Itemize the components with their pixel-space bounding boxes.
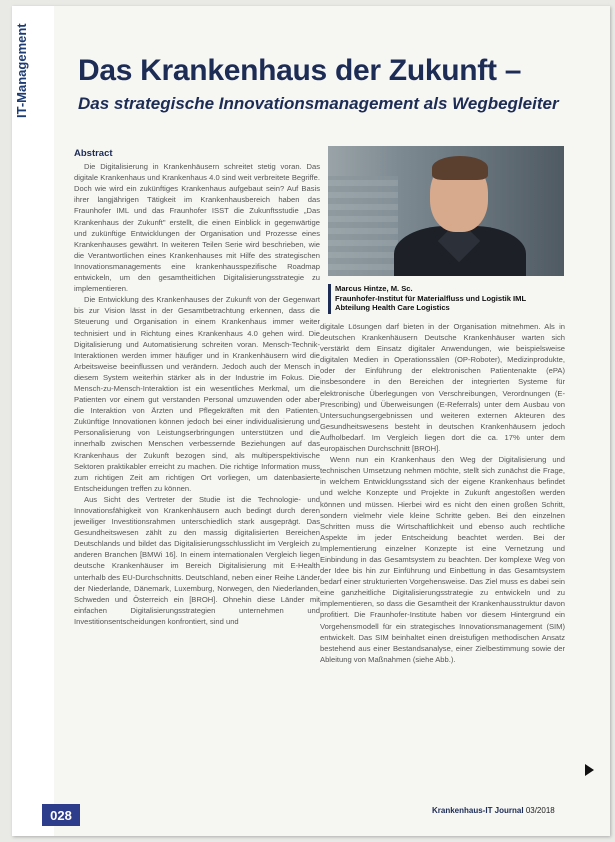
abstract-heading: Abstract — [74, 148, 113, 159]
paragraph: Die Digitalisierung in Krankenhäusern schreitet stetig voran. Das digitale Krankenhaus und Krankenhaus 4.0 sind weit verbreitete Begriffe. Doch wie wird ein zukünftiges Krankenhaus aufgebaut sein? Auf Basis ihrer langjährigen Tätigkeit im Krankenhausbereich haben das Fraunhofer IML und das Fraunhofer ISST die Zukunftsstudie „Das Krankenhaus der Zukunft" erstellt, die einen Einblick in gegenwärtige und zukünftige Entwicklungen der Organisation und Prozesse eines Krankenhauses gewährt. In weiteren Teilen Serie wird beschrieben, wie die Verantwortlichen eines Krankenhauses mit Hilfe des strategischen Innovationsmanagements eine krankenhausspezifische Roadmap entwickeln, um den gesamtheitlichen Digitalisierungsstrategie zu implementieren. — [74, 162, 320, 294]
left-text-column — [74, 148, 320, 627]
article-subtitle: Das strategische Innovationsmanagement als Wegbegleiter — [78, 94, 559, 113]
author-name: Marcus Hintze, M. Sc. — [335, 284, 413, 293]
paragraph: digitale Lösungen darf bieten in der Organisation mitnehmen. Als in deutschen Krankenhäusern Deutsche Krankenhäuser warten sich verstärkt dem Einsatz digitaler Anwendungen, wie beispielsweise digitalen Medien in Operationssälen (OP-Roboter), Medizinprodukte, oder der Einführung der elektronischen Patientenakte (ePA) insbesondere in den Bereichen der integrierten Systeme für elektronische Überlegungen von Verschreibungen, Verordnungen (E-Prescribing) und Überweisungen (E-Referrals) unter dem Ausbau von Untersuchungsergebnissen und weiteren externen Akteuren des Gesundheitswesens besteht in deutschen Krankenhäusern jedoch Aufholbedarf. Im Vergleich liegen dort die ca. 17% unter dem europäischen Durchschnitt [BROH]. — [320, 322, 565, 454]
next-page-arrow-icon — [585, 764, 594, 776]
journal-name: Krankenhaus-IT Journal — [432, 806, 524, 815]
page-number: 028 — [42, 804, 80, 826]
caption-accent-bar — [328, 284, 331, 314]
author-institute: Fraunhofer-Institut für Materialfluss und Logistik IML — [335, 293, 527, 303]
article-title: Das Krankenhaus der Zukunft – — [78, 54, 522, 87]
author-photo — [328, 146, 564, 276]
author-department: Abteilung Health Care Logistics — [335, 303, 450, 313]
magazine-page — [12, 6, 610, 836]
right-text-column — [320, 321, 565, 665]
journal-footer — [432, 806, 555, 815]
photo-caption — [328, 284, 568, 313]
paragraph: Wenn nun ein Krankenhaus den Weg der Digitalisierung und technischen Umsetzung nehmen möchte, stellt sich zunächst die Frage, in welchem Entwicklungsstand sich der eigene Krankenhaus befindet und welche Konzepte und Projekte in Zukunft angestoßen werden können und müssen. Hierbei wird es nicht den einen großen Schritt, sondern vielmehr viele kleine Schritte geben. Bei den einzelnen Schritten muss die Wirtschaftlichkeit und ebenso auch rechtliche Aspekte im jeder Entscheidung beachtet werden. Bei der Implementierung einzelner Konzepte ist eine Vernetzung und Einbindung in das Gesamtsystem zu beachten. Der komplexe Weg von der Idee bis hin zur Einführung und Einbettung in das Gesamtsystem bedarf einer strukturierten Vorgehensweise. Das Ziel muss es dabei sein eine ganzheitliche Digitalisierungsstrategie zu entwickeln und zu implementieren, so dass die Gesamtheit der Krankenhausstruktur davon profitiert. Die Fraunhofer-Institute haben vor diesem Hintergrund ein Vorgehensmodell für ein strategisches Innovationsmanagement (SIM) entwickelt. Das SIM beinhaltet einen dreistufigen methodischen Ansatz bestehend aus einer Bestandsanalyse, einer Zielbestimmung sowie der Ableitung von Maßnahmen (siehe Abb.). — [320, 455, 565, 664]
left-margin-band — [12, 6, 54, 836]
section-label: IT-Management — [14, 23, 29, 118]
photo-person-hair — [432, 156, 488, 180]
paragraph: Die Entwicklung des Krankenhauses der Zukunft von der Gegenwart bis zur Vision lässt in der Gesamtbetrachtung erkennen, dass die Steuerung und Organisation in einem Krankenhaus immer weiter technisiert und in Richtung eines Krankenhaus 4.0 gehen wird. Die Digitalisierung und Automatisierung schreiten voran. Mensch-Technik-Interaktionen werden immer häufiger und in Krankenhäusern wird die Arbeitsweise beeinflussen und verändern. Jedoch auch der Mensch in diesem System weiterhin stärker als in der Industrie im Fokus. Die Mensch-zu-Mensch-Interaktion ist ein wesentliches Merkmal, um die Patienten vor einem gut verstanden Personal umzuwenden oder aber die Interaktion von Ärzten und Pflegekräften mit den Patienten. Zukünftige Innovationen können jedoch bei einer individualisierung und Personalisierung von Leistungserbringungen unterstützen und die innerhalb zwischen Menschen verbessernde Beziehungen auf das Krankenhaus der Zukunft bezogen sind, als multiperspektivische Sektoren praktikabler erreicht zu machen. Die richtige Information muss zum richtigen Zeit am richtigen Ort vorliegen, um datenbasierte Entscheidungen treffen zu können. — [74, 295, 320, 493]
journal-issue: 03/2018 — [525, 806, 555, 815]
paragraph: Aus Sicht des Vertreter der Studie ist die Technologie- und Innovationsfähigkeit von Krankenhäusern auch bedingt durch deren jeweiliger Investitionsrahmen unterschiedlich stark ausgeprägt. Das Gesundheitswesen zählt zu den massig digitalisierten Bereichen Deutschlands und bildet das Digitalisierungsschlusslicht im Vergleich zu anderen Branchen [BMWi 16]. In einem internationalen Vergleich liegen deutsche Krankenhäuser im Bereich Digitalisierung mit E-Health unterhalb des EU-Durchschnitts. Deutschland, neben einer Reihe Länder der Niederlande, Dänemark, Luxemburg, Norwegen, den Niederlanden, Schweden und Österreich ein [BROH]. Ohnehin diese Länder mit einfachen Digitalisierungsstrategien unternehmen und Investitionsentscheidungen konfrontiert, sind und — [74, 494, 320, 626]
photo-background-shelf — [328, 176, 398, 276]
